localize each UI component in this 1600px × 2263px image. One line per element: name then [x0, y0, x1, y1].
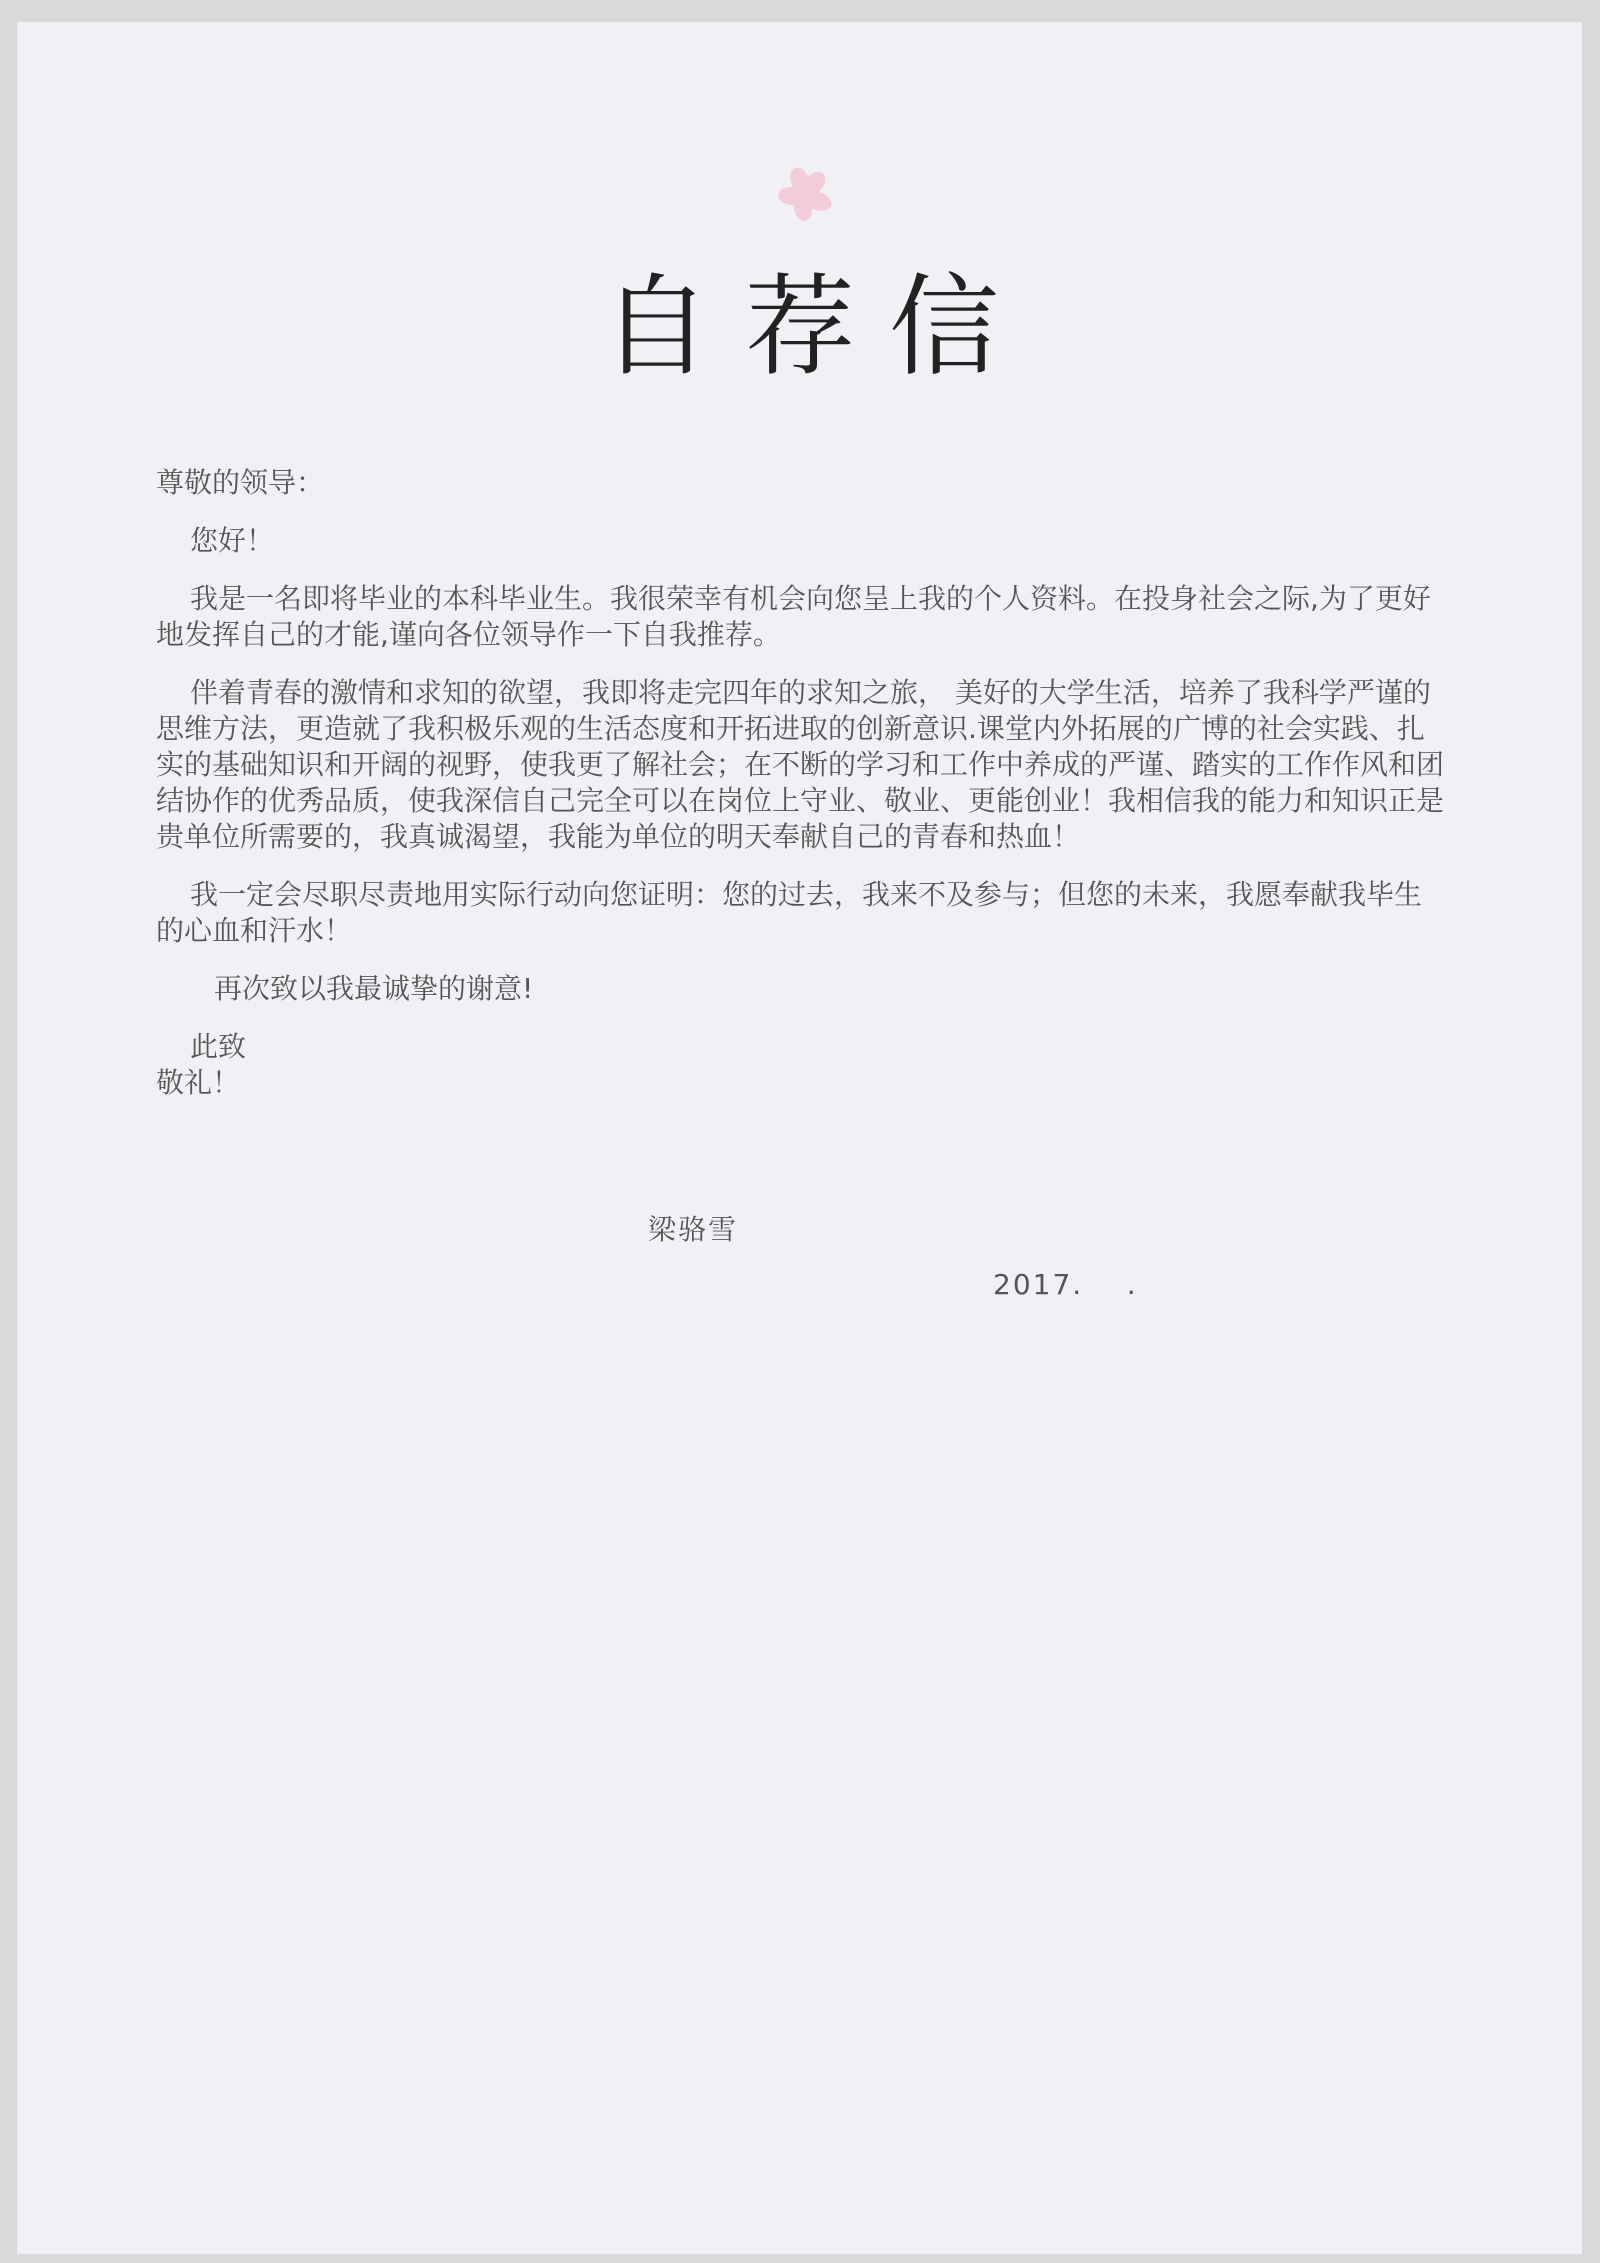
- closing-line-2: 敬礼！: [156, 1066, 241, 1099]
- letter-body: [156, 465, 1446, 1101]
- salutation: 尊敬的领导：: [156, 466, 325, 499]
- paragraph-experience: 伴着青春的激情和求知的欲望，我即将走完四年的求知之旅， 美好的大学生活，培养了我科学严谨的思维方法，更造就了我积极乐观的生活态度和开拓进取的创新意识.课堂内外拓展的广博的社会实践、扎实的基础知识和开阔的视野，使我更了解社会；在不断的学习和工作中养成的严谨、踏实的工作作风和团结协作的优秀品质，使我深信自己完全可以在岗位上守业、敬业、更能创业！我相信我的能力和知识正是贵单位所需要的，我真诚渴望，我能为单位的明天奉献自己的青春和热血！: [156, 676, 1445, 853]
- clover-icon: [770, 158, 842, 230]
- thanks-line: 再次致以我最诚挚的谢意!: [214, 972, 534, 1005]
- letter-date: 2017. .: [993, 1268, 1138, 1301]
- paragraph-intro: 我是一名即将毕业的本科毕业生。我很荣幸有机会向您呈上我的个人资料。在投身社会之际,为了更好地发挥自己的才能,谨向各位领导作一下自我推荐。: [156, 582, 1431, 651]
- letter-title: 自荐信: [601, 263, 1033, 391]
- hello-line: 您好！: [190, 524, 275, 557]
- closing-line-1: 此致: [190, 1030, 247, 1063]
- signer-name: 梁骆雪: [648, 1213, 739, 1246]
- paragraph-commitment: 我一定会尽职尽责地用实际行动向您证明：您的过去，我来不及参与；但您的未来，我愿奉献我毕生的心血和汗水！: [156, 878, 1423, 947]
